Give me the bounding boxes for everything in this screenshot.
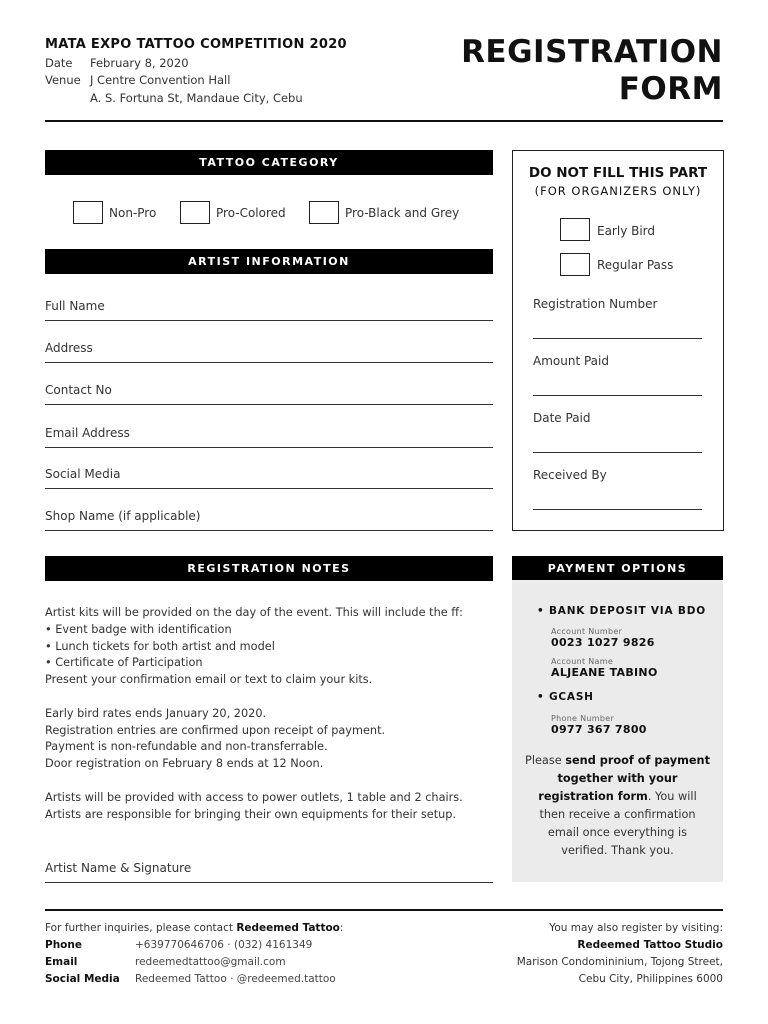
checkbox-label-early-bird: Early Bird [597, 224, 656, 238]
shop-name-field[interactable] [45, 530, 493, 531]
footer-phone-value: +639770646706 · (032) 4161349 [135, 939, 313, 951]
contact-no-label: Contact No [45, 383, 112, 397]
account-number-label: Account Number [551, 627, 623, 636]
registration-notes-heading: REGISTRATION NOTES [45, 556, 493, 581]
checkbox-label-pro-colored: Pro-Colored [216, 206, 286, 220]
inquiry-text [45, 922, 343, 934]
venue-line2: A. S. Fortuna St, Mandaue City, Cebu [90, 91, 303, 105]
contact-no-field[interactable] [45, 404, 493, 405]
form-title [461, 34, 723, 108]
payment-note-post: . You will then receive a confirmation email once everything is verified. Thank you. [539, 790, 697, 857]
notes-line: Registration entries are confirmed upon receipt of payment. [45, 723, 386, 737]
checkbox-non-pro[interactable] [73, 201, 103, 224]
notes-line: • Event badge with identification [45, 622, 232, 636]
notes-line: • Certificate of Participation [45, 656, 203, 670]
notes-paragraph-setup [45, 790, 493, 824]
notes-line: • Lunch tickets for both artist and model [45, 639, 275, 653]
notes-line: Early bird rates ends January 20, 2020. [45, 706, 267, 720]
footer-social-value: Redeemed Tattoo · @redeemed.tattoo [135, 973, 336, 985]
event-title: MATA EXPO TATTOO COMPETITION 2020 [45, 37, 347, 52]
studio-address-line1: Marison Condomininium, Tojong Street, [516, 956, 723, 968]
header-divider [45, 120, 723, 122]
received-by-label: Received By [533, 468, 607, 482]
shop-name-label: Shop Name (if applicable) [45, 509, 201, 523]
footer-phone-label: Phone [45, 939, 82, 951]
amount-paid-field[interactable] [533, 395, 702, 396]
form-title-line2: FORM [618, 71, 723, 107]
address-field[interactable] [45, 362, 493, 363]
checkbox-label-regular-pass: Regular Pass [597, 258, 674, 272]
inquiry-pre: For further inquiries, please contact [45, 922, 237, 934]
payment-options-heading: PAYMENT OPTIONS [512, 556, 723, 581]
inquiry-name: Redeemed Tattoo [236, 922, 340, 934]
date-paid-label: Date Paid [533, 411, 591, 425]
notes-line: Artists will be provided with access to power outlets, 1 table and 2 chairs. [45, 790, 463, 804]
footer-email-value[interactable]: redeemedtattoo@gmail.com [135, 956, 286, 968]
signature-field[interactable] [45, 882, 493, 883]
social-media-field[interactable] [45, 488, 493, 489]
received-by-field[interactable] [533, 509, 702, 510]
email-address-field[interactable] [45, 447, 493, 448]
account-number-value: 0023 1027 9826 [551, 636, 655, 649]
studio-name: Redeemed Tattoo Studio [577, 939, 723, 951]
organizers-subtitle: (FOR ORGANIZERS ONLY) [534, 184, 702, 198]
address-label: Address [45, 341, 93, 355]
date-value: February 8, 2020 [90, 56, 189, 70]
checkbox-pro-colored[interactable] [180, 201, 210, 224]
notes-paragraph-rates [45, 706, 493, 773]
checkbox-regular-pass[interactable] [560, 253, 590, 276]
gcash-title: • GCASH [537, 691, 594, 703]
signature-label: Artist Name & Signature [45, 861, 192, 875]
full-name-field[interactable] [45, 320, 493, 321]
registration-notes-body [45, 605, 493, 840]
notes-line: Present your confirmation email or text to claim your kits. [45, 673, 373, 687]
phone-number-label: Phone Number [551, 714, 615, 723]
tattoo-category-heading: TATTOO CATEGORY [45, 150, 493, 175]
inquiry-post: : [339, 922, 344, 934]
date-label: Date [45, 56, 73, 70]
date-row [45, 56, 189, 70]
organizers-title: DO NOT FILL THIS PART [528, 165, 708, 181]
venue-label: Venue [45, 73, 81, 87]
social-media-label: Social Media [45, 467, 121, 481]
footer-email-label: Email [45, 956, 78, 968]
bank-deposit-title: • BANK DEPOSIT VIA BDO [537, 605, 706, 617]
registration-number-field[interactable] [533, 338, 702, 339]
checkbox-early-bird[interactable] [560, 218, 590, 241]
notes-line: Door registration on February 8 ends at 12 Noon. [45, 757, 324, 771]
venue-row [45, 73, 230, 87]
email-address-label: Email Address [45, 426, 130, 440]
gcash-phone-value: 0977 367 7800 [551, 723, 647, 736]
checkbox-pro-black-grey[interactable] [309, 201, 339, 224]
notes-paragraph-kits [45, 605, 493, 689]
studio-address-line2: Cebu City, Philippines 6000 [578, 973, 723, 985]
venue-row-2 [45, 91, 303, 105]
checkbox-label-pro-black-grey: Pro-Black and Grey [345, 206, 460, 220]
footer-divider [45, 909, 723, 911]
account-name-value: ALJEANE TABINO [551, 666, 658, 679]
notes-line: Artist kits will be provided on the day of the event. This will include the ff: [45, 606, 463, 619]
registration-number-label: Registration Number [533, 297, 658, 311]
venue-line1: J Centre Convention Hall [90, 73, 231, 87]
date-paid-field[interactable] [533, 452, 702, 453]
notes-line: Artists are responsible for bringing their own equipments for their setup. [45, 807, 457, 821]
payment-note-pre: Please [525, 754, 566, 767]
full-name-label: Full Name [45, 299, 105, 313]
amount-paid-label: Amount Paid [533, 354, 609, 368]
artist-information-heading: ARTIST INFORMATION [45, 249, 493, 274]
payment-note-bold: send proof of payment together with your registration form [538, 754, 710, 803]
register-visit-text: You may also register by visiting: [549, 922, 723, 934]
payment-note [524, 752, 711, 860]
account-name-label: Account Name [551, 657, 614, 666]
checkbox-label-non-pro: Non-Pro [109, 206, 157, 220]
form-title-line1: REGISTRATION [461, 34, 723, 70]
notes-line: Payment is non-refundable and non-transferrable. [45, 740, 328, 754]
footer-social-label: Social Media [45, 973, 120, 985]
